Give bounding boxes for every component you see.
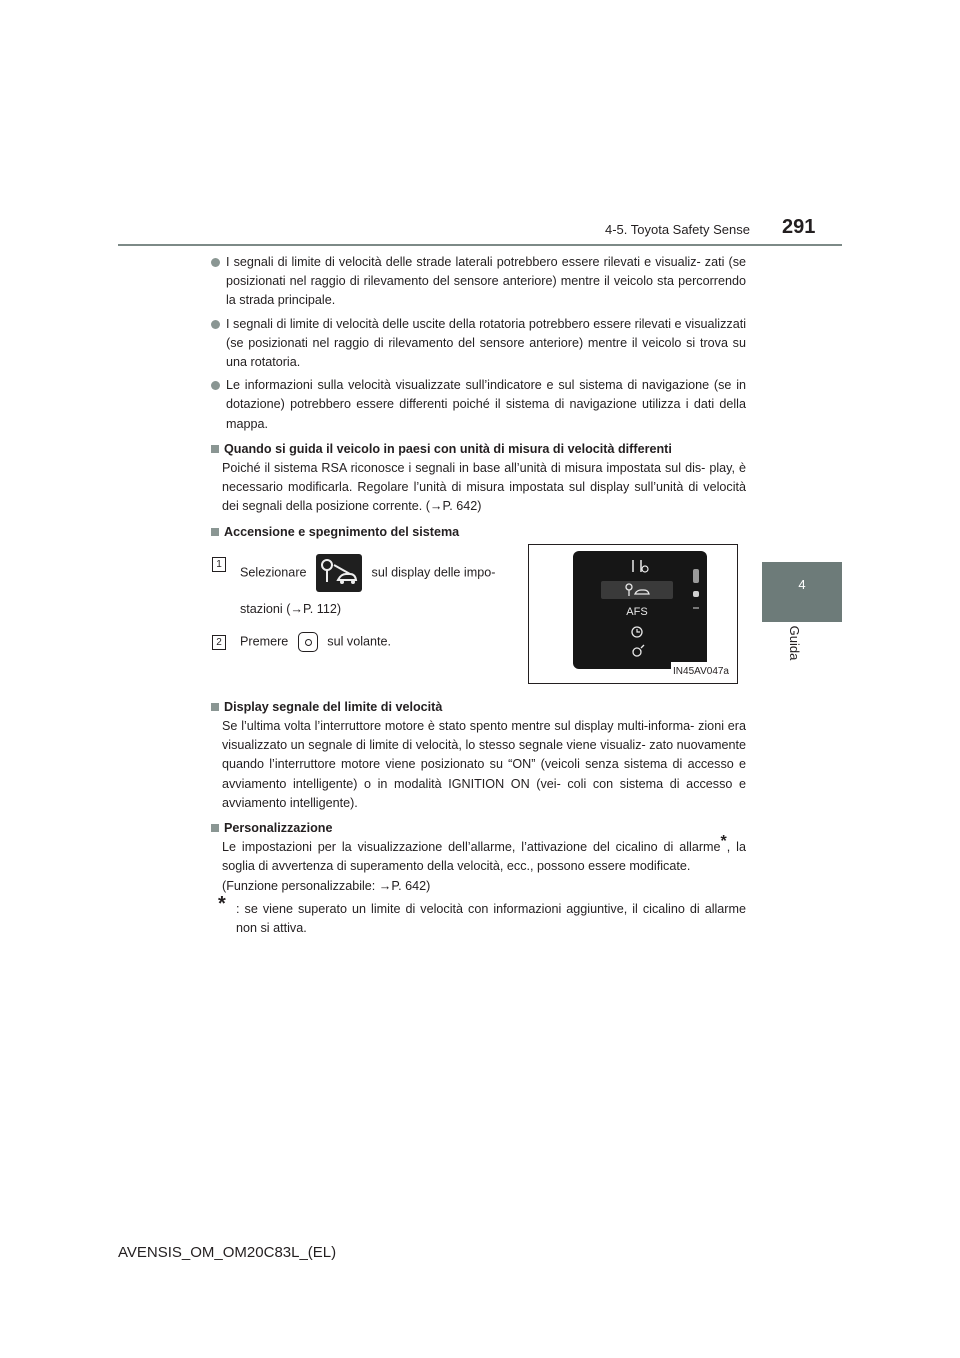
section-body-custom: Le impostazioni per la visualizzazione dell’allarme, l’attivazione del cicalino di allarme*, la soglia di avvertenza di superamento della velocità, ecc., possono essere modificate. (222, 833, 746, 874)
step-text: sul display delle impo- (371, 565, 496, 580)
lane-assist-icon (601, 557, 673, 575)
step-text: Selezionare (240, 565, 307, 580)
scroll-indicator (693, 569, 701, 619)
step-number: 1 (212, 557, 226, 572)
step-number: 2 (212, 635, 226, 650)
steering-button-icon (298, 632, 318, 652)
document-code: AVENSIS_OM_OM20C83L_(EL) (118, 1244, 337, 1261)
section-body-display: Se l’ultima volta l’interruttore motore è stato spento mentre sul display multi-informa- zioni era visualizzato un segnale di limite di velocità, lo stesso segnale viene visualiz- zato nuovamente quando l’interruttore motore viene posizionato su “ON” (veicoli senza sistema di accesso e avviamento intelligente) o in modalità IGNITION ON (vei- coli con sistema di accesso e avviamento intelligente). (222, 719, 746, 810)
section-heading-custom: Personalizzazione (210, 819, 746, 838)
settings-gear-icon (601, 643, 673, 661)
section-heading-onoff: Accensione e spegnimento del sistema (210, 523, 746, 542)
section-body-units: Poiché il sistema RSA riconosce i segnali in base all’unità di misura impostata sul dis- play, è necessario modificarla. Regolare l’unità di misura impostata sul display sull’unità di velocità dei segnali della posizione corrente. (→P. 642) (222, 461, 746, 514)
page-number: 291 (782, 216, 816, 238)
multi-info-display (573, 551, 707, 669)
footnote-mark: * (218, 892, 226, 915)
step-text: sul volante. (327, 634, 392, 649)
bullet-item: I segnali di limite di velocità delle uscite della rotatoria potrebbero essere rilevati e visualizzati (se posizionati nel raggio di rilevamento del sensore anteriore) mentre il veicolo si trova su una rotatoria. (210, 315, 746, 373)
section-heading-display: Display segnale del limite di velocità (210, 698, 746, 717)
asterisk-mark: * (720, 833, 727, 851)
afs-menu-label: AFS (626, 605, 648, 618)
rsa-menu-icon (601, 581, 673, 599)
section-body-custom-line2: (Funzione personalizzabile: →P. 642) (222, 878, 431, 893)
bullet-item: I segnali di limite di velocità delle strade laterali potrebbero essere rilevati e visualiz- zati (se posizionati nel raggio di rilevamento del sensore anteriore) mentre il veicolo sta percorrendo la strada principale. (210, 253, 746, 311)
step-text: Premere (240, 634, 289, 649)
clock-icon (601, 623, 673, 641)
chapter-label: Guida (787, 625, 802, 661)
figure-code: IN45AV047a (671, 662, 731, 681)
steps-block (210, 544, 746, 692)
chapter-tab (762, 562, 842, 622)
chapter-number: 4 (798, 577, 806, 592)
display-figure (528, 544, 738, 684)
footnote-text: : se viene superato un limite di velocità con informazioni aggiuntive, il cicalino di allarme non si attiva. (236, 901, 746, 936)
section-heading-units: Quando si guida il veicolo in paesi con unità di misura di velocità differenti (210, 440, 746, 459)
rsa-setting-icon (316, 554, 362, 592)
footnote (210, 892, 746, 938)
section-title: 4-5. Toyota Safety Sense (604, 222, 750, 237)
page-content (210, 253, 746, 938)
step-text: stazioni (→P. 112) (240, 601, 342, 616)
bullet-item: Le informazioni sulla velocità visualizzate sull’indicatore e sul sistema di navigazione (se in dotazione) potrebbero essere differenti poiché il sistema di navigazione utilizza i dati della mappa. (210, 376, 746, 434)
header-divider (118, 244, 842, 246)
